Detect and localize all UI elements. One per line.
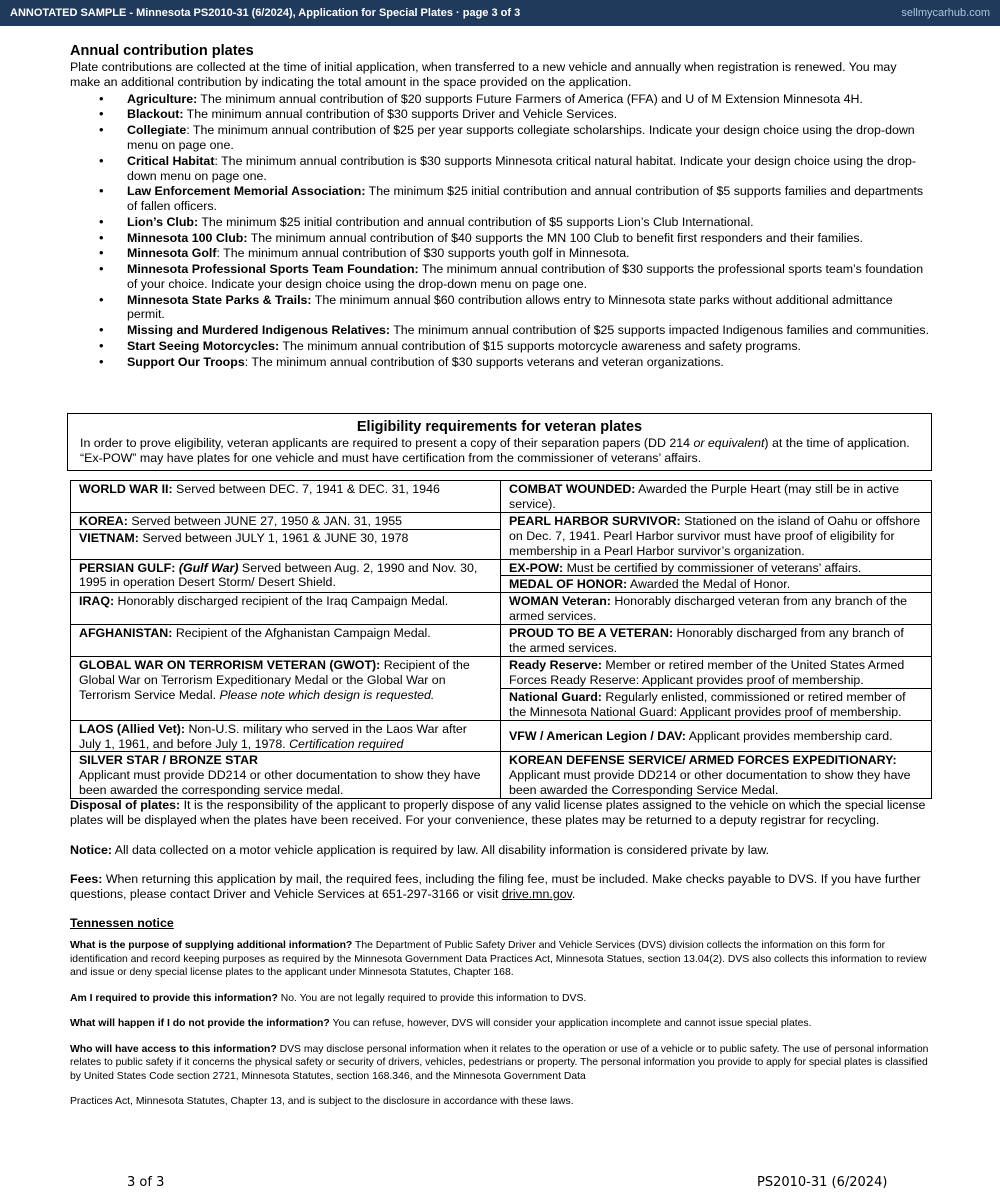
annual-contribution-section: [70, 43, 930, 370]
notice-paragraph: Notice: All data collected on a motor vehicle application is required by law. All disability information is considered private by law.: [70, 842, 770, 857]
cell-ready-reserve: Ready Reserve: Member or retired member of the United States Armed Forces Ready Reserve: Applicant provides proof of membership.: [501, 656, 932, 688]
plate-item: • Law Enforcement Memorial Association: The minimum $25 initial contribution and annual contribution of $5 supports families and departments of fallen officers.: [127, 184, 930, 214]
form-number: PS2010-31 (6/2024): [757, 1175, 888, 1190]
cell-world-war-2: WORLD WAR II: Served between DEC. 7, 1941 & DEC. 31, 1946: [71, 481, 501, 513]
cell-persian-gulf: PERSIAN GULF: (Gulf War) Served between Aug. 2, 1990 and Nov. 30, 1995 in operation Desert Storm/ Desert Shield.: [71, 559, 501, 593]
cell-combat-wounded: COMBAT WOUNDED: Awarded the Purple Heart (may still be in active service).: [501, 481, 932, 513]
site-link[interactable]: sellmycarhub.com: [901, 7, 990, 19]
cell-proud-veteran: PROUD TO BE A VETERAN: Honorably discharged from any branch of the armed services.: [501, 625, 932, 657]
tennessen-required: Am I required to provide this information? No. You are not legally required to provide this information to DVS.: [70, 992, 587, 1004]
plate-item: • Agriculture: The minimum annual contribution of $20 supports Future Farmers of America (FFA) and U of M Extension Minnesota 4H.: [127, 92, 930, 107]
cell-woman-veteran: WOMAN Veteran: Honorably discharged veteran from any branch of the armed services.: [501, 593, 932, 625]
cell-national-guard: National Guard: Regularly enlisted, commissioned or retired member of the Minnesota National Guard: Applicant provides proof of membership.: [501, 688, 932, 720]
veteran-eligibility-table: [70, 480, 932, 799]
disposal-paragraph: Disposal of plates: It is the responsibility of the applicant to properly dispose of any valid license plates assigned to the vehicle on which the special license plates will be displayed when the plates have been received. For your convenience, these plates may be returned to a deputy registrar for recycling.: [70, 798, 926, 828]
tennessen-purpose: What is the purpose of supplying additional information? The Department of Public Safety Driver and Vehicle Services (DVS) division collects the information on this form for identification and record keeping purposes as required by the Minnesota Government Data Practices Act, Minnesota Statues, section 13.04(2). DVS also collects this information to review and issue or deny special license plates to the applicant under Minnesota Statutes, Chapter 168.: [70, 940, 927, 979]
eligibility-body: In order to prove eligibility, veteran applicants are required to present a copy of their separation papers (DD 214 or equivalent) at the time of application. “Ex-POW” may have plates for one vehicle and must have certification from the commissioner of veterans’ affairs.: [80, 436, 910, 466]
eligibility-title: Eligibility requirements for veteran plates: [356, 419, 643, 435]
cell-silver-star: SILVER STAR / BRONZE STAR Applicant must provide DD214 or other documentation to show they have been awarded the corresponding service medal.: [71, 752, 501, 799]
plate-list: [70, 92, 930, 370]
dvs-website-link[interactable]: drive.mn.gov: [501, 887, 572, 902]
plate-item: • Critical Habitat: The minimum annual contribution is $30 supports Minnesota critical natural habitat. Indicate your design choice using the drop-down menu on page one.: [127, 154, 930, 184]
plate-item: • Minnesota State Parks & Trails: The minimum annual $60 contribution allows entry to Minnesota state parks without additional admittance permit.: [127, 293, 930, 323]
plate-item: • Lion’s Club: The minimum $25 initial contribution and annual contribution of $5 supports Lion’s Club International.: [127, 215, 930, 230]
cell-afghanistan: AFGHANISTAN: Recipient of the Afghanistan Campaign Medal.: [71, 625, 501, 657]
plate-item: • Minnesota Professional Sports Team Foundation: The minimum annual contribution of $30 supports the professional sports team’s foundation of your choice. Indicate your design choice using the drop-down menu on page one.: [127, 262, 930, 292]
tennessen-heading: Tennessen notice: [70, 916, 174, 931]
annual-heading: Annual contribution plates: [70, 43, 254, 59]
plate-item: • Collegiate: The minimum annual contribution of $25 per year supports collegiate scholarships. Indicate your design choice using the drop-down menu on page one.: [127, 123, 930, 153]
cell-vfw: VFW / American Legion / DAV: Applicant provides membership card.: [501, 720, 932, 752]
cell-korean-defense: KOREAN DEFENSE SERVICE/ ARMED FORCES EXPEDITIONARY: Applicant must provide DD214 or other documentation to show they have been awarded the Corresponding Service Medal.: [501, 752, 932, 799]
cell-vietnam: VIETNAM: Served between JULY 1, 1961 & JUNE 30, 1978: [71, 530, 501, 559]
annual-intro: Plate contributions are collected at the time of initial application, when transferred to a new vehicle and annually when registration is renewed. You may make an additional contribution by indicating the total amount in the space provided on the application.: [70, 60, 897, 90]
cell-gwot: GLOBAL WAR ON TERRORISM VETERAN (GWOT): Recipient of the Global War on Terrorism Expeditionary Medal or the Global War on Terrorism Service Medal. Please note which design is requested.: [71, 656, 501, 720]
notices-section: [70, 798, 930, 1121]
page-number: 3 of 3: [127, 1175, 165, 1190]
cell-iraq: IRAQ: Honorably discharged recipient of the Iraq Campaign Medal.: [71, 593, 501, 625]
cell-pearl-harbor: PEARL HARBOR SURVIVOR: Stationed on the island of Oahu or offshore on Dec. 7, 1941. Pearl Harbor survivor must have proof of eligibility for membership in a Pearl Harbor survivor’s organization.: [501, 512, 932, 559]
plate-item: • Missing and Murdered Indigenous Relatives: The minimum annual contribution of $25 supports impacted Indigenous families and communities.: [127, 323, 930, 338]
tennessen-access: Who will have access to this information? DVS may disclose personal information when it relates to the operation or use of a vehicle or to public safety. The use of personal information relates to public safety if it concerns the physical safety or security of drivers, vehicles, pedestrians or property. The personal information you provide to apply for special plates is classified by United States Code section 2721, Minnesota Statutes, section 168.346, and the Minnesota Government Data: [70, 1043, 929, 1082]
plate-item: • Blackout: The minimum annual contribution of $30 supports Driver and Vehicle Services.: [127, 107, 930, 122]
cell-laos: LAOS (Allied Vet): Non-U.S. military who served in the Laos War after July 1, 1961, and before July 1, 1978. Certification required: [71, 720, 501, 752]
tennessen-access-continued: Practices Act, Minnesota Statutes, Chapter 13, and is subject to the disclosure in accordance with these laws.: [70, 1096, 574, 1108]
plate-item: • Support Our Troops: The minimum annual contribution of $30 supports veterans and veteran organizations.: [127, 355, 930, 370]
fees-paragraph: Fees: When returning this application by mail, the required fees, including the filing fee, must be included. Make checks payable to DVS. If you have further questions, please contact Driver and Vehicle Services at 651-297-3166 or visit drive.mn.gov.: [70, 871, 921, 902]
cell-korea: KOREA: Served between JUNE 27, 1950 & JAN. 31, 1955: [71, 512, 501, 530]
plate-item: • Start Seeing Motorcycles: The minimum annual contribution of $15 supports motorcycle awareness and safety programs.: [127, 339, 930, 354]
plate-item: • Minnesota Golf: The minimum annual contribution of $30 supports youth golf in Minnesota.: [127, 246, 930, 261]
cell-medal-of-honor: MEDAL OF HONOR: Awarded the Medal of Honor.: [501, 576, 932, 593]
cell-ex-pow: EX-POW: Must be certified by commissioner of veterans’ affairs.: [501, 559, 932, 576]
tennessen-consequence: What will happen if I do not provide the information? You can refuse, however, DVS will consider your application incomplete and cannot issue special plates.: [70, 1018, 812, 1030]
eligibility-box: [67, 413, 932, 471]
banner-title: ANNOTATED SAMPLE - Minnesota PS2010-31 (6/2024), Application for Special Plates · page 3 of 3: [10, 7, 521, 19]
sample-banner: [0, 0, 1000, 26]
plate-item: • Minnesota 100 Club: The minimum annual contribution of $40 supports the MN 100 Club to benefit first responders and their families.: [127, 231, 930, 246]
